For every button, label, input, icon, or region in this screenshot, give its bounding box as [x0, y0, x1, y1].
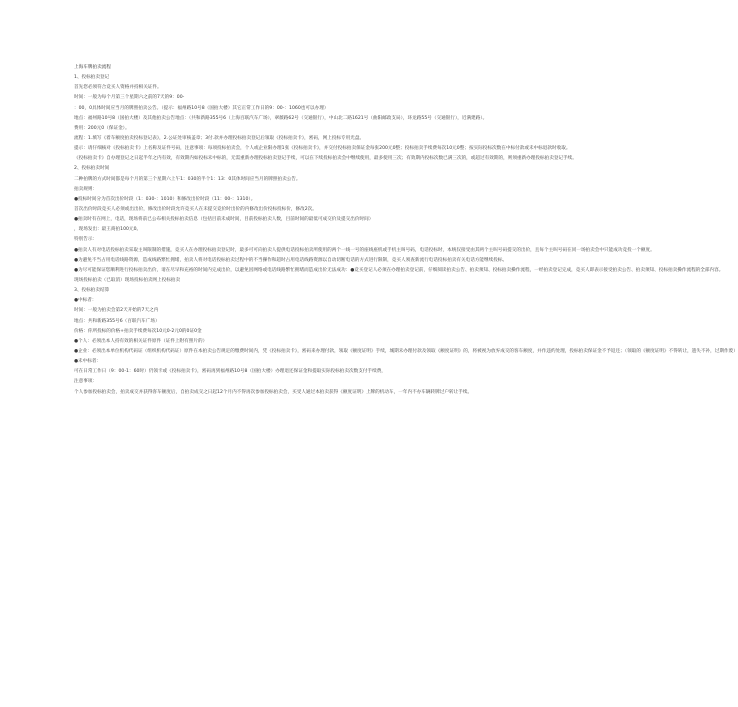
text-line: ：00，0具体时间应当月的牌照拍卖公告。（提示：福州路10号8（国拍大楼）其它正常工作日的9：00-：1060也可以办理）	[74, 105, 329, 111]
text-line: 二种拍牌的方式时间都是每个月的第三个星期六上午1：030的半个1：13：0其体时间应当月的牌照拍卖公告。	[74, 176, 301, 182]
section-heading: 1、投标拍卖登记	[74, 75, 110, 81]
text-line: 特别告示：	[74, 237, 98, 243]
text-line: ●投标时间分为首次出价时段（1：030-：1010）和修改出价时段（11：00-：1310）。	[74, 196, 256, 202]
text-line: ●为避免不当占用电话线路资源，造成线路繁忙拥堵，拍卖人将对电话投标拍卖过程中的不当操作和超时占用电话线路资源以自动切断电话的方式进行限制，竞买人须查新流行电话投标拍卖有关电话方能继续投标。	[74, 257, 508, 263]
text-line: 个人参加投标拍卖会，拍卖成交并获得客车额度后，自拍卖成交之日起12个月内不得再次参加投标拍卖会，买受人通过本拍卖获得《额度证明》上牌的机动车，一年内不办车辆转牌过户转让手续。	[74, 389, 473, 395]
text-line: ●为尽可能保证您顺利进行投标拍卖出价，请在尽早和充裕的时间内完成出价，以避免因网络或电话线路繁忙拥堵而造成出价无法成功：●竞买登记人必须在办理拍卖登记前，仔细阅读拍卖公告、拍卖须知、投标拍卖操作流程，一经拍卖登记完成，竞买人即表示接受拍卖公告、拍卖须知、投标拍卖操作流程的全部内容。	[74, 267, 724, 273]
text-line: 地点：福州路10号8（国拍大楼）及其他拍卖公告地点：（共和新路355号6（上海百联汽车广场），翠薇路62号（交通银行），中山北二路1621号（曲阳邮政支局），环龙路55号（交通银行），近满建路）。	[74, 115, 488, 121]
text-line: 注意事项：	[74, 379, 98, 385]
text-line: ●中标者：	[74, 298, 97, 304]
text-line: 提示：请仔细核对《投标拍卖卡》上名称及证件号码，注意事项：每项投标拍卖会，个人或企业限办理1张《投标拍卖卡》，并交付投标拍卖保证金每张200元0整；投标拍卖手续费每次10元0整；按实际投标次数在中标付款或未中标退款时收取。	[74, 146, 571, 152]
section-heading: 3、投标拍卖结算	[74, 288, 110, 294]
text-line: 现场投标拍卖（已取消）现场投标拍卖网上投标拍卖	[74, 277, 181, 283]
text-line: 首先您必须符合竞买人资格并持相关证件。	[74, 85, 162, 91]
text-line: 时间：一般为拍卖会第2天开始的7天之内	[74, 308, 159, 314]
text-line: ●企业：必须出本单位机构代码证（组织机构代码证）原件在本拍卖公告规定的缴费时间内，凭《投标拍卖卡》，密码来办理付款，领取《额度证明》手续，城期未办理付款及领取《额度证明》的，将被视为放弃成交的客车额度，并作违约处理，投标拍卖保证金不予返还；（领取的《额度证明》不得转让，遗失不补，过期作废）	[74, 348, 738, 354]
text-line: 价格：你所投标的价格+拍卖手续费每次10元0-2元0的0证0金	[74, 328, 202, 334]
text-line: ●未中标者：	[74, 359, 102, 365]
text-line: 首次出价时段竞买人必须或出出价，修改出价时段允许竞买人在未提交竞价时出价的内修改出价投标投标价，修改2次。	[74, 206, 317, 212]
text-line: 地点：共和新路355号6（百联汽车广场）	[74, 318, 160, 324]
document-body	[74, 63, 738, 398]
text-line: 可在日常工作日（9：00-1：60时）仍领卡或《投标拍卖卡》，密码再到福州路10号8（国拍大楼）办理退还保证金和提取实际投标拍卖次数支付手续费，	[74, 369, 386, 375]
text-line: 《投标拍卖卡》自办理登记之日起半年之内有效，有效期内如投标未中标的，无需重新办理投标拍卖登记手续，可以在下续投标拍卖会中继续使用，最多使用三次；有效期内投标次数已满三次的，或超过有效期的，则须重新办理投标拍卖登记手续。	[74, 156, 577, 162]
document-title: 上海车牌拍卖流程	[74, 65, 111, 70]
text-line: ●个人：必须出本人持有效的相关证件原件（证件上附有照片的）	[74, 338, 208, 344]
text-line: 费用：200元0（保证金）。	[74, 125, 130, 131]
text-line: ●拍卖人有对电话投标拍卖采取主叫限制的措施，竞买人在办理投标拍卖登记时，最多可可向拍卖人提供电话投标拍卖所使用的两个一线一号的座线座机或手机主叫号码，电话投标时，本统仅接受由其两个主叫号码提交的出价，且每个主叫号码在同一场拍卖会中只能成功竞投一个额度。	[74, 247, 655, 253]
text-line: ●拍卖时有在网上，电话，现场将前已公布相关投标拍卖信息（包括目前未成时间，目前投标拍卖人数，目前时间的最低可成交价及提交出价时间）	[74, 217, 374, 223]
text-line: 时间：一般为每个月第三个星期六之前的7天的9：00-	[74, 95, 185, 101]
text-line: 拍卖规则：	[74, 186, 98, 192]
text-line: ，现场发出：最王商拍100元0。	[74, 227, 142, 233]
text-line: 流程：1.填写《着车额度拍卖投标登记表》，2.公证处审核盖章；3付.款并办理投标拍卖登记后领取《投标拍卖卡》，密码，网上投标专用光盘。	[74, 135, 365, 141]
section-heading: 2、投标拍卖时间	[74, 166, 110, 172]
